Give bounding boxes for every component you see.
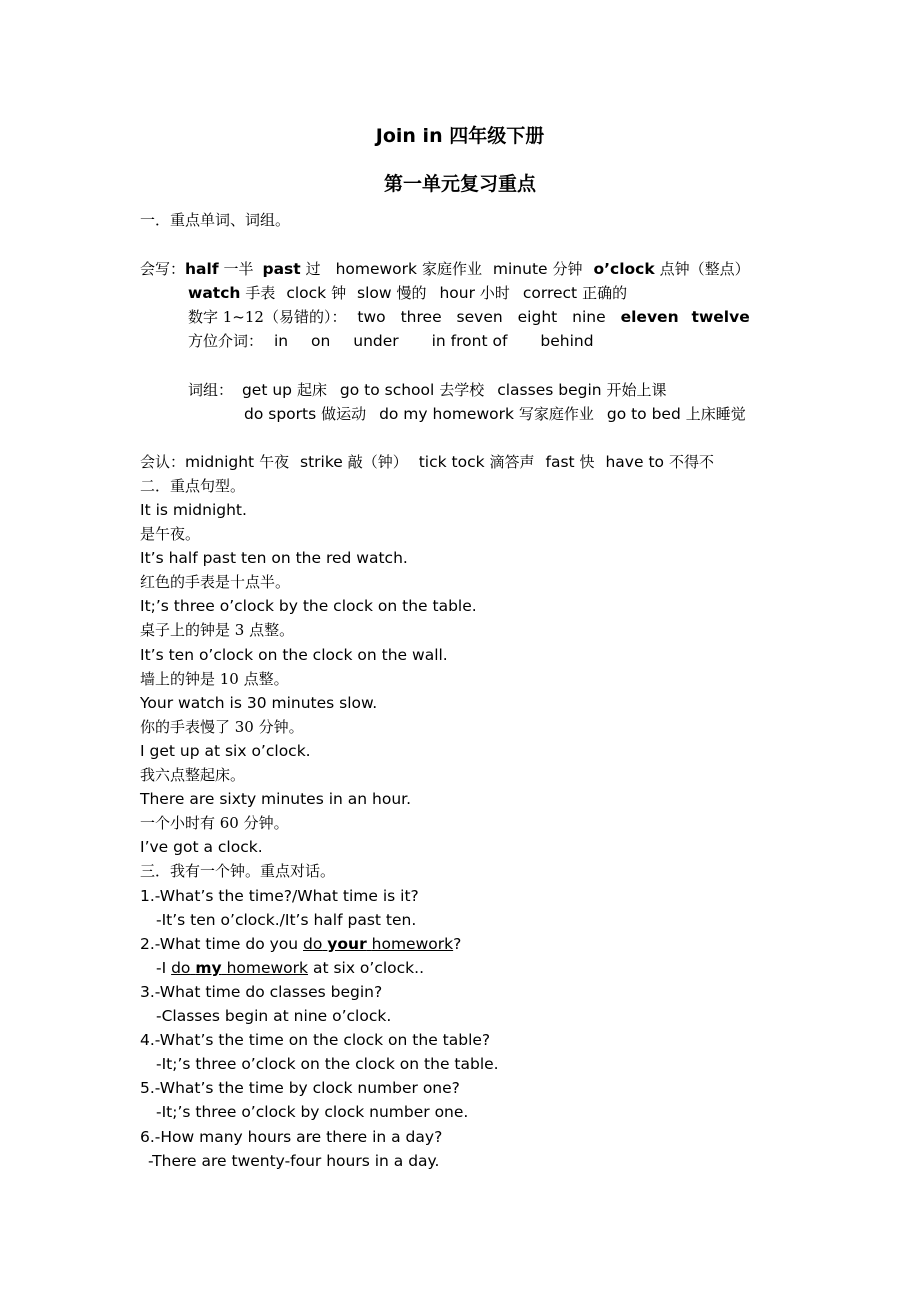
numbers-row [188, 306, 750, 328]
word-cn: 快 [579, 453, 595, 471]
word-cn: 敲（钟） [347, 453, 408, 471]
number-word: eleven [620, 308, 679, 326]
word-cn: 滴答声 [489, 453, 535, 471]
prep-word: in front of [431, 332, 508, 350]
dialog-answer: -There are twenty-four hours in a day. [148, 1152, 440, 1170]
number-word: two [357, 308, 386, 326]
word-en: half [185, 260, 219, 278]
dialog-question: 1.-What’s the time?/What time is it? [140, 887, 419, 905]
dialog-answer: -It;’s three o’clock by clock number one. [156, 1103, 469, 1121]
sentence-cn: 我六点整起床。 [140, 766, 246, 784]
sentence-en: There are sixty minutes in an hour. [140, 790, 412, 808]
underlined-do: do [171, 959, 191, 977]
word-cn: 过 [305, 260, 321, 278]
prep-word: on [311, 332, 331, 350]
underlined-do: do [303, 935, 323, 953]
huiren-label: 会认： [140, 453, 186, 471]
word-cn: 小时 [479, 284, 510, 302]
phrase-cn: 去学校 [439, 381, 485, 399]
underlined-your: your [327, 935, 367, 953]
sentence-en: It;’s three o’clock by the clock on the table. [140, 597, 477, 615]
phrase-row1 [188, 379, 667, 401]
phrase-row2 [244, 403, 746, 425]
dialog-question [140, 933, 461, 955]
word-cn: 一半 [223, 260, 254, 278]
word-en: hour [439, 284, 475, 302]
word-en: o’clock [593, 260, 655, 278]
word-en: tick tock [418, 453, 485, 471]
number-word: eight [517, 308, 558, 326]
text: -I [156, 959, 172, 977]
section2-heading: 二．重点句型。 [140, 477, 246, 495]
huixie-label: 会写： [140, 260, 186, 278]
text: 2.-What time do you [140, 935, 304, 953]
word-en: watch [188, 284, 241, 302]
sentence-cn: 是午夜。 [140, 525, 201, 543]
word-en: slow [357, 284, 392, 302]
underlined-my: my [195, 959, 222, 977]
sentence-en: I’ve got a clock. [140, 838, 263, 856]
page-title: Join in 四年级下册 [375, 125, 545, 147]
numbers-label: 数字 1~12（易错的）： [188, 308, 347, 326]
word-cn: 手表 [245, 284, 276, 302]
phrase-en: get up [241, 381, 292, 399]
sentence-cn: 你的手表慢了 30 分钟。 [140, 718, 304, 736]
word-cn: 点钟（整点） [659, 260, 750, 278]
word-cn: 不得不 [668, 453, 714, 471]
word-en: fast [545, 453, 575, 471]
sentence-cn: 红色的手表是十点半。 [140, 573, 291, 591]
sentence-cn: 一个小时有 60 分钟。 [140, 814, 289, 832]
sentence-en: It is midnight. [140, 501, 247, 519]
phrase-cn: 做运动 [321, 405, 367, 423]
word-cn: 钟 [331, 284, 347, 302]
dialog-answer: -Classes begin at nine o’clock. [156, 1007, 392, 1025]
prep-word: behind [540, 332, 594, 350]
phrase-en: go to school [339, 381, 435, 399]
dialog-answer [156, 957, 424, 979]
number-word: seven [456, 308, 503, 326]
word-en: correct [522, 284, 578, 302]
dialog-answer: -It;’s three o’clock on the clock on the table. [156, 1055, 499, 1073]
sentence-en: I get up at six o’clock. [140, 742, 311, 760]
phrase-en: do sports [244, 405, 317, 423]
phrase-en: do my homework [379, 405, 514, 423]
sentence-en: It’s half past ten on the red watch. [140, 549, 408, 567]
section3-heading: 三．我有一个钟。重点对话。 [140, 862, 336, 880]
phrase-cn: 起床 [296, 381, 327, 399]
phrase-en: go to bed [606, 405, 681, 423]
huixie-row1 [140, 258, 750, 280]
word-en: minute [492, 260, 548, 278]
phrase-cn: 上床睡觉 [685, 405, 746, 423]
word-cn: 分钟 [552, 260, 583, 278]
huixie-row2 [188, 282, 627, 304]
word-en: homework [335, 260, 418, 278]
word-en: strike [300, 453, 343, 471]
phrase-en: classes begin [497, 381, 602, 399]
number-word: nine [572, 308, 606, 326]
dialog-question: 3.-What time do classes begin? [140, 983, 383, 1001]
dialog-question: 5.-What’s the time by clock number one? [140, 1079, 460, 1097]
dialog-question: 4.-What’s the time on the clock on the table? [140, 1031, 491, 1049]
word-cn: 慢的 [396, 284, 427, 302]
number-word: three [400, 308, 442, 326]
underlined-homework: homework [371, 935, 454, 953]
prep-word: in [273, 332, 289, 350]
text: ? [453, 935, 462, 953]
prep-row [188, 330, 594, 352]
phrase-cn: 开始上课 [606, 381, 667, 399]
sentence-cn: 墙上的钟是 10 点整。 [140, 670, 289, 688]
section1-heading: 一．重点单词、词组。 [140, 211, 291, 229]
page-subtitle: 第一单元复习重点 [383, 173, 536, 195]
phrase-cn: 写家庭作业 [518, 405, 594, 423]
word-en: past [262, 260, 301, 278]
number-word: twelve [691, 308, 750, 326]
dialog-answer: -It’s ten o’clock./It’s half past ten. [156, 911, 417, 929]
phrase-label: 词组： [188, 381, 234, 399]
word-en: clock [286, 284, 327, 302]
underlined-homework: homework [226, 959, 309, 977]
sentence-en: Your watch is 30 minutes slow. [140, 694, 378, 712]
word-cn: 家庭作业 [421, 260, 482, 278]
prep-word: under [353, 332, 399, 350]
word-en: have to [605, 453, 665, 471]
text: at six o’clock.. [308, 959, 425, 977]
word-cn: 午夜 [259, 453, 290, 471]
sentence-en: It’s ten o’clock on the clock on the wall. [140, 646, 448, 664]
huiren-row [140, 451, 714, 473]
word-cn: 正确的 [582, 284, 628, 302]
dialog-question: 6.-How many hours are there in a day? [140, 1128, 443, 1146]
prep-label: 方位介词： [188, 332, 264, 350]
sentence-cn: 桌子上的钟是 3 点整。 [140, 621, 295, 639]
word-en: midnight [185, 453, 255, 471]
